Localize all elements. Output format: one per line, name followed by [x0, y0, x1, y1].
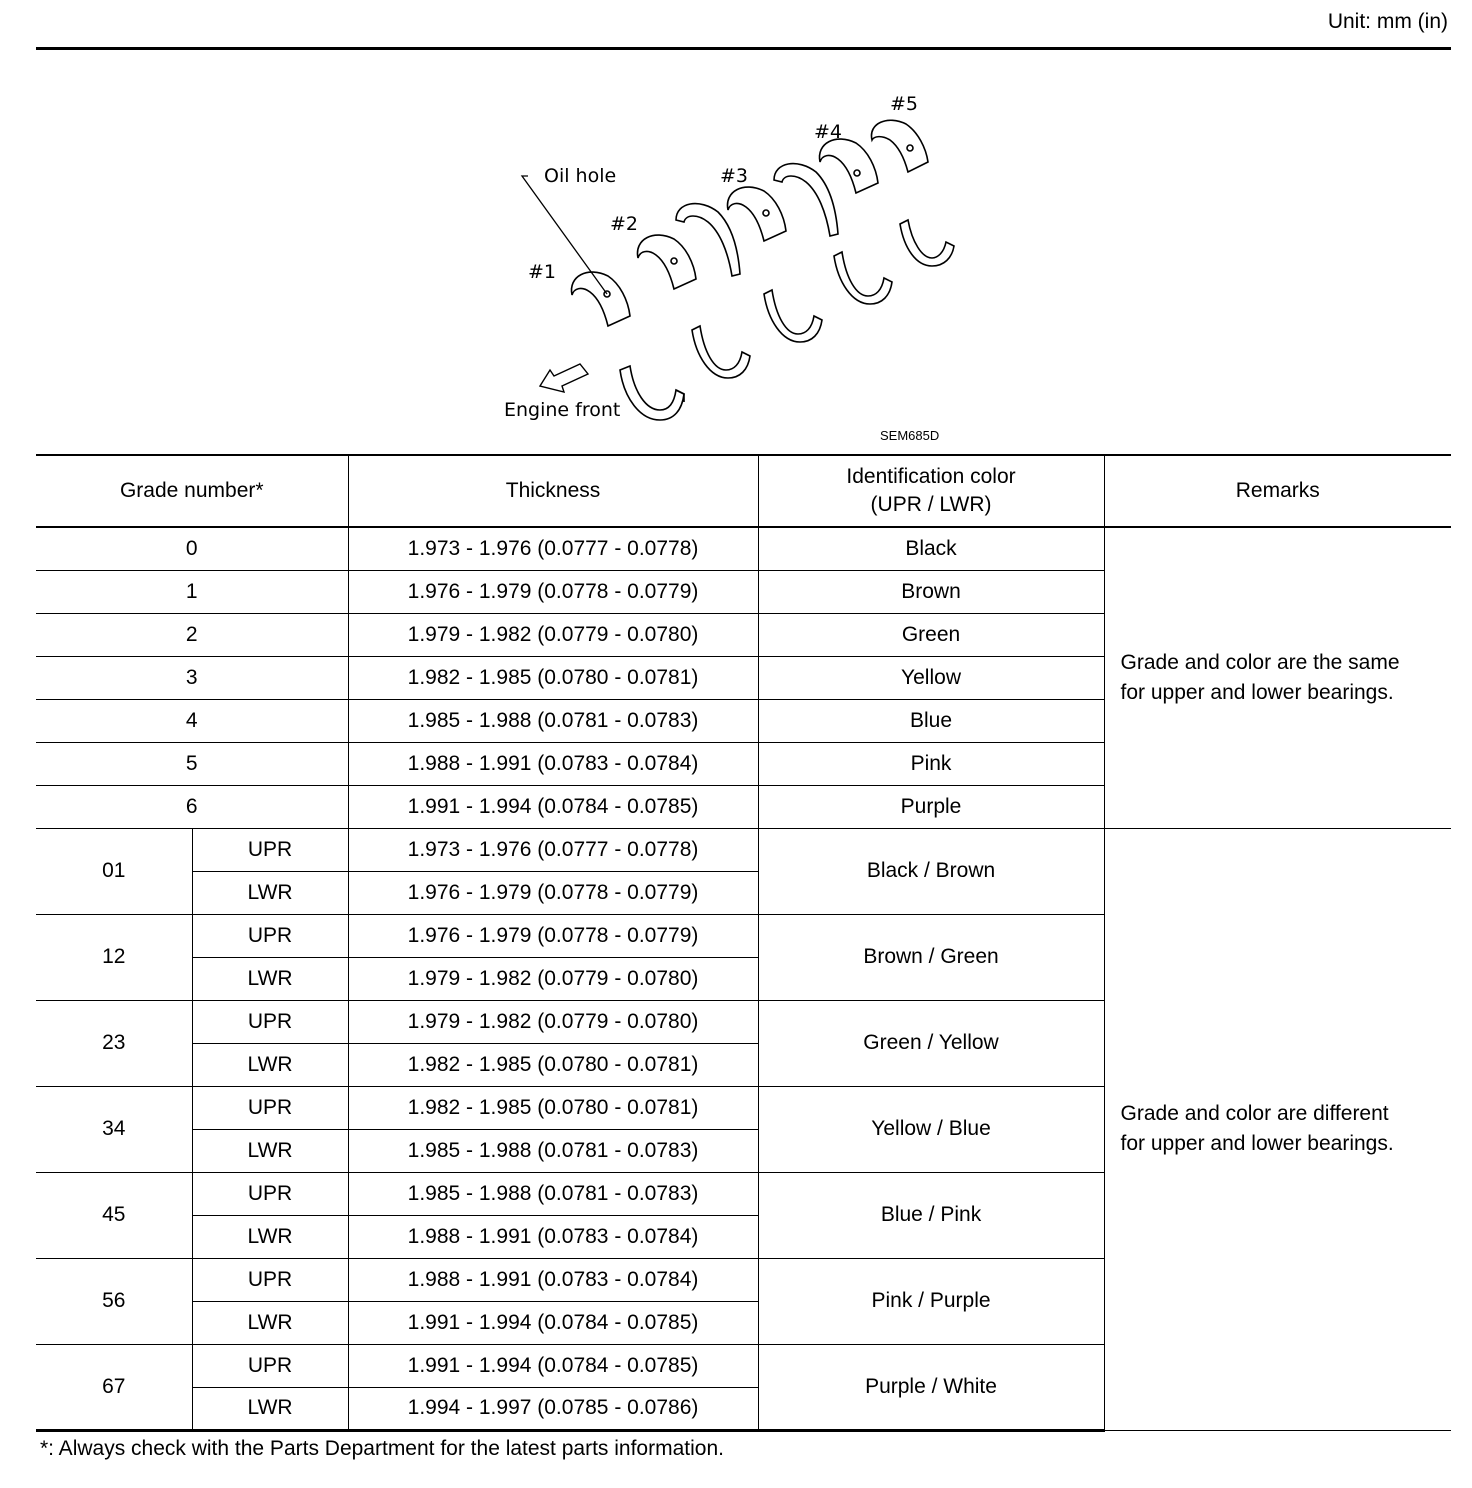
position-cell: LWR	[192, 871, 348, 914]
color-cell: Green / Yellow	[758, 1000, 1104, 1086]
lower-bearing-5	[900, 220, 954, 266]
oil-hole-label: Oil hole	[544, 165, 617, 187]
lower-bearing-1	[620, 366, 684, 420]
grade-cell: 56	[36, 1258, 192, 1344]
thickness-cell: 1.994 - 1.997 (0.0785 - 0.0786)	[348, 1387, 758, 1430]
color-cell: Black / Brown	[758, 828, 1104, 914]
position-cell: UPR	[192, 1258, 348, 1301]
header-color-line2: (UPR / LWR)	[870, 493, 992, 516]
bearing-label-3: #3	[720, 165, 749, 187]
thickness-cell: 1.982 - 1.985 (0.0780 - 0.0781)	[348, 1043, 758, 1086]
remarks-same-line1: Grade and color are the same	[1120, 650, 1400, 674]
grade-cell: 01	[36, 828, 192, 914]
bearing-label-5: #5	[890, 93, 919, 115]
color-cell: Brown	[758, 570, 1104, 613]
thickness-cell: 1.988 - 1.991 (0.0783 - 0.0784)	[348, 742, 758, 785]
figure-code: SEM685D	[880, 428, 940, 443]
top-rule	[36, 47, 1451, 50]
position-cell: UPR	[192, 1344, 348, 1387]
thickness-cell: 1.982 - 1.985 (0.0780 - 0.0781)	[348, 1086, 758, 1129]
grade-cell: 3	[36, 656, 348, 699]
position-cell: LWR	[192, 1043, 348, 1086]
lower-bearing-4	[834, 252, 892, 304]
color-cell: Yellow / Blue	[758, 1086, 1104, 1172]
table-header-row	[36, 455, 1451, 527]
grade-cell: 34	[36, 1086, 192, 1172]
upper-bearing-2	[637, 235, 696, 289]
thickness-cell: 1.976 - 1.979 (0.0778 - 0.0779)	[348, 570, 758, 613]
engine-front-arrow	[540, 364, 588, 392]
upper-bearing-4	[727, 187, 786, 241]
bearing-label-4: #4	[814, 121, 843, 143]
header-grade: Grade number*	[36, 455, 348, 527]
thickness-cell: 1.985 - 1.988 (0.0781 - 0.0783)	[348, 1129, 758, 1172]
remarks-diff-line2: for upper and lower bearings.	[1120, 1132, 1394, 1155]
upper-bearing-5	[774, 164, 838, 236]
position-cell: LWR	[192, 957, 348, 1000]
grade-cell: 6	[36, 785, 348, 828]
upper-bearing-3	[676, 204, 740, 276]
color-cell: Blue / Pink	[758, 1172, 1104, 1258]
grade-cell: 45	[36, 1172, 192, 1258]
thickness-cell: 1.985 - 1.988 (0.0781 - 0.0783)	[348, 699, 758, 742]
thickness-cell: 1.976 - 1.979 (0.0778 - 0.0779)	[348, 914, 758, 957]
grade-cell: 23	[36, 1000, 192, 1086]
position-cell: LWR	[192, 1301, 348, 1344]
thickness-cell: 1.979 - 1.982 (0.0779 - 0.0780)	[348, 957, 758, 1000]
table-row-upr	[36, 828, 1451, 871]
remarks-different	[1104, 828, 1451, 1430]
grade-cell: 12	[36, 914, 192, 1000]
upper-bearing-1	[571, 272, 630, 326]
thickness-cell: 1.979 - 1.982 (0.0779 - 0.0780)	[348, 613, 758, 656]
position-cell: LWR	[192, 1387, 348, 1430]
lower-bearing-3	[764, 290, 822, 342]
upper-bearing-7	[871, 120, 928, 172]
position-cell: UPR	[192, 1172, 348, 1215]
color-cell: Yellow	[758, 656, 1104, 699]
position-cell: UPR	[192, 1086, 348, 1129]
position-cell: UPR	[192, 828, 348, 871]
header-thickness: Thickness	[348, 455, 758, 527]
thickness-cell: 1.979 - 1.982 (0.0779 - 0.0780)	[348, 1000, 758, 1043]
thickness-cell: 1.991 - 1.994 (0.0784 - 0.0785)	[348, 1301, 758, 1344]
bearing-label-1: #1	[528, 261, 557, 283]
remarks-diff-line1: Grade and color are different	[1120, 1102, 1389, 1125]
thickness-cell: 1.973 - 1.976 (0.0777 - 0.0778)	[348, 527, 758, 570]
grade-cell: 0	[36, 527, 348, 570]
thickness-cell: 1.976 - 1.979 (0.0778 - 0.0779)	[348, 871, 758, 914]
color-cell: Pink / Purple	[758, 1258, 1104, 1344]
remarks-same	[1104, 527, 1451, 828]
thickness-cell: 1.991 - 1.994 (0.0784 - 0.0785)	[348, 1344, 758, 1387]
position-cell: UPR	[192, 1000, 348, 1043]
header-remarks: Remarks	[1104, 455, 1451, 527]
remarks-same-line2: for upper and lower bearings.	[1120, 680, 1394, 704]
color-cell: Green	[758, 613, 1104, 656]
color-cell: Purple / White	[758, 1344, 1104, 1430]
unit-label: Unit: mm (in)	[1327, 10, 1448, 33]
thickness-cell: 1.982 - 1.985 (0.0780 - 0.0781)	[348, 656, 758, 699]
upper-bearing-6	[819, 139, 878, 193]
color-cell: Pink	[758, 742, 1104, 785]
lower-bearing-2	[692, 326, 750, 378]
position-cell: UPR	[192, 914, 348, 957]
grade-cell: 5	[36, 742, 348, 785]
grade-cell: 2	[36, 613, 348, 656]
thickness-cell: 1.991 - 1.994 (0.0784 - 0.0785)	[348, 785, 758, 828]
bearing-illustration	[480, 80, 1000, 450]
thickness-cell: 1.988 - 1.991 (0.0783 - 0.0784)	[348, 1258, 758, 1301]
color-cell: Brown / Green	[758, 914, 1104, 1000]
position-cell: LWR	[192, 1215, 348, 1258]
color-cell: Black	[758, 527, 1104, 570]
color-cell: Blue	[758, 699, 1104, 742]
bearing-label-2: #2	[610, 213, 639, 235]
header-color	[758, 455, 1104, 527]
bearing-diagram	[480, 80, 1000, 450]
grade-cell: 1	[36, 570, 348, 613]
position-cell: LWR	[192, 1129, 348, 1172]
grade-cell: 67	[36, 1344, 192, 1430]
thickness-cell: 1.973 - 1.976 (0.0777 - 0.0778)	[348, 828, 758, 871]
footnote: *: Always check with the Parts Department for the latest parts information.	[40, 1437, 724, 1460]
grade-cell: 4	[36, 699, 348, 742]
bearing-grade-table	[36, 454, 1451, 1432]
thickness-cell: 1.985 - 1.988 (0.0781 - 0.0783)	[348, 1172, 758, 1215]
thickness-cell: 1.988 - 1.991 (0.0783 - 0.0784)	[348, 1215, 758, 1258]
color-cell: Purple	[758, 785, 1104, 828]
table-row	[36, 527, 1451, 570]
engine-front-label: Engine front	[504, 399, 621, 421]
header-color-line1: Identification color	[846, 465, 1016, 488]
